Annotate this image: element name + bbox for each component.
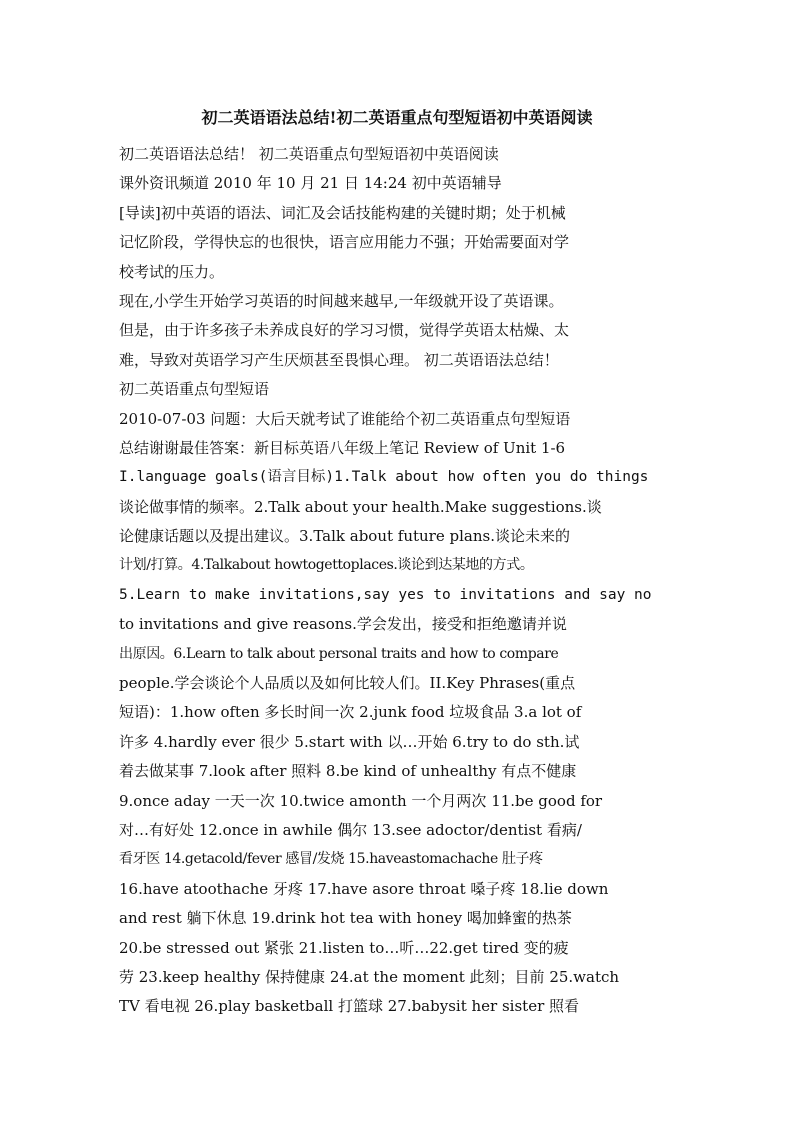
body-line: 但是，由于许多孩子未养成良好的学习习惯，觉得学英语太枯燥、太 xyxy=(119,321,570,340)
body-line: 5.Learn to make invitations,say yes to invitations and say no xyxy=(119,586,652,603)
body-line: 着去做某事 7.look after 照料 8.be kind of unhealthy 有点不健康 xyxy=(119,762,577,781)
body-line: 初二英语语法总结！ 初二英语重点句型短语初中英语阅读 xyxy=(119,145,499,163)
body-line: people.学会谈论个人品质以及如何比较人们。II.Key Phrases(重点 xyxy=(119,674,576,693)
document-body xyxy=(119,140,719,1022)
body-line: 短语)：1.how often 多长时间一次 2.junk food 垃圾食品 3.a lot of xyxy=(119,703,582,722)
body-line: to invitations and give reasons.学会发出，接受和拒绝邀请并说 xyxy=(119,615,567,634)
body-line: 20.be stressed out 紧张 21.listen to…听…22.get tired 变的疲 xyxy=(119,938,569,957)
body-line: [导读]初中英语的语法、词汇及会话技能构建的关键时期；处于机械 xyxy=(119,203,566,222)
document-title: 初二英语语法总结!初二英语重点句型短语初中英语阅读 xyxy=(201,108,593,127)
body-line: 总结谢谢最佳答案：新目标英语八年级上笔记 Review of Unit 1-6 xyxy=(119,438,566,457)
body-line: and rest 躺下休息 19.drink hot tea with honey 喝加蜂蜜的热茶 xyxy=(119,909,572,928)
body-line: 16.have atoothache 牙疼 17.have asore throat 嗓子疼 18.lie down xyxy=(119,879,609,898)
body-line: 校考试的压力。 xyxy=(119,262,225,281)
body-line: I.language goals(语言目标)1.Talk about how often you do things xyxy=(119,469,649,486)
body-line: TV 看电视 26.play basketball 打篮球 27.babysit her sister 照看 xyxy=(119,997,580,1016)
body-line: 计划/打算。4.Talkabout howtogettoplaces.谈论到达某地的方式。 xyxy=(119,557,534,574)
body-line: 难，导致对英语学习产生厌烦甚至畏惧心理。 初二英语语法总结！ xyxy=(119,350,559,369)
body-line: 谈论做事情的频率。2.Talk about your health.Make suggestions.谈 xyxy=(119,497,602,516)
body-line: 许多 4.hardly ever 很少 5.start with 以…开始 6.try to do sth.试 xyxy=(119,732,580,751)
body-line: 现在,小学生开始学习英语的时间越来越早,一年级就开设了英语课。 xyxy=(119,291,564,310)
body-line: 初二英语重点句型短语 xyxy=(119,380,270,399)
body-line: 论健康话题以及提出建议。3.Talk about future plans.谈论未来的 xyxy=(119,527,570,546)
body-line: 看牙医 14.getacold/fever 感冒/发烧 15.haveastomachache 肚子疼 xyxy=(119,851,543,868)
body-line: 劳 23.keep healthy 保持健康 24.at the moment 此刻；目前 25.watch xyxy=(119,967,620,986)
body-line: 对…有好处 12.once in awhile 偶尔 13.see adoctor/dentist 看病/ xyxy=(119,820,582,839)
body-line: 记忆阶段，学得快忘的也很快，语言应用能力不强；开始需要面对学 xyxy=(119,233,570,252)
body-line: 课外资讯频道 2010 年 10 月 21 日 14:24 初中英语辅导 xyxy=(119,174,502,193)
body-line: 9.once aday 一天一次 10.twice amonth 一个月两次 11.be good for xyxy=(119,791,603,810)
body-line: 出原因。6.Learn to talk about personal traits and how to compare xyxy=(119,645,559,662)
body-line: 2010-07-03 问题：大后天就考试了谁能给个初二英语重点句型短语 xyxy=(119,409,571,428)
